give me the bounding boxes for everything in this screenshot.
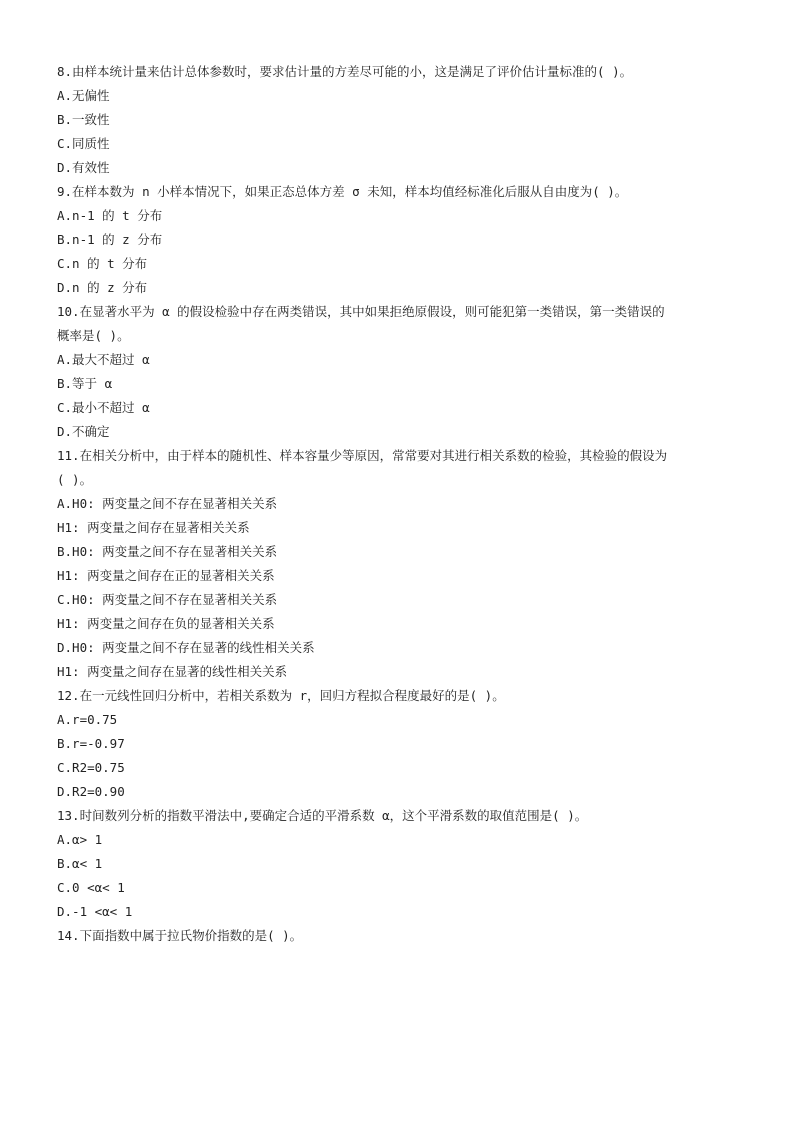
option-8d: D.有效性 (57, 160, 110, 175)
option-8a: A.无偏性 (57, 88, 110, 103)
option-10b: B.等于 α (57, 376, 113, 391)
option-11b-h1: H1: 两变量之间存在正的显著相关关系 (57, 568, 275, 583)
question-10-cont: 概率是( )。 (57, 328, 130, 343)
question-9: 9.在样本数为 n 小样本情况下，如果正态总体方差 σ 未知，样本均值经标准化后服从自由度为( )。 (57, 184, 628, 199)
option-13d: D.-1 <α< 1 (57, 904, 133, 919)
option-9c: C.n 的 t 分布 (57, 256, 148, 271)
question-14: 14.下面指数中属于拉氏物价指数的是( )。 (57, 928, 303, 943)
option-11a-h0: A.H0: 两变量之间不存在显著相关关系 (57, 496, 278, 511)
option-11b-h0: B.H0: 两变量之间不存在显著相关关系 (57, 544, 278, 559)
document-page (57, 60, 747, 948)
question-11: 11.在相关分析中，由于样本的随机性、样本容量少等原因，常常要对其进行相关系数的检验，其检验的假设为 (57, 448, 668, 463)
question-8: 8.由样本统计量来估计总体参数时，要求估计量的方差尽可能的小，这是满足了评价估计量标准的( )。 (57, 64, 633, 79)
option-11d-h1: H1: 两变量之间存在显著的线性相关关系 (57, 664, 288, 679)
option-9a: A.n-1 的 t 分布 (57, 208, 163, 223)
option-10a: A.最大不超过 α (57, 352, 150, 367)
question-11-cont: ( )。 (57, 472, 93, 487)
option-11a-h1: H1: 两变量之间存在显著相关关系 (57, 520, 250, 535)
question-12: 12.在一元线性回归分析中，若相关系数为 r，回归方程拟合程度最好的是( )。 (57, 688, 505, 703)
option-9d: D.n 的 z 分布 (57, 280, 148, 295)
option-8c: C.同质性 (57, 136, 110, 151)
question-13: 13.时间数列分析的指数平滑法中,要确定合适的平滑系数 α，这个平滑系数的取值范围是( )。 (57, 808, 588, 823)
option-9b: B.n-1 的 z 分布 (57, 232, 163, 247)
option-10d: D.不确定 (57, 424, 110, 439)
option-12b: B.r=-0.97 (57, 736, 125, 751)
option-12c: C.R2=0.75 (57, 760, 125, 775)
option-8b: B.一致性 (57, 112, 110, 127)
question-10: 10.在显著水平为 α 的假设检验中存在两类错误，其中如果拒绝原假设，则可能犯第一类错误，第一类错误的 (57, 304, 665, 319)
option-13b: B.α< 1 (57, 856, 103, 871)
option-12d: D.R2=0.90 (57, 784, 125, 799)
option-13a: A.α> 1 (57, 832, 103, 847)
option-13c: C.0 <α< 1 (57, 880, 125, 895)
option-12a: A.r=0.75 (57, 712, 118, 727)
option-11c-h0: C.H0: 两变量之间不存在显著相关关系 (57, 592, 278, 607)
option-10c: C.最小不超过 α (57, 400, 150, 415)
option-11d-h0: D.H0: 两变量之间不存在显著的线性相关关系 (57, 640, 315, 655)
option-11c-h1: H1: 两变量之间存在负的显著相关关系 (57, 616, 275, 631)
